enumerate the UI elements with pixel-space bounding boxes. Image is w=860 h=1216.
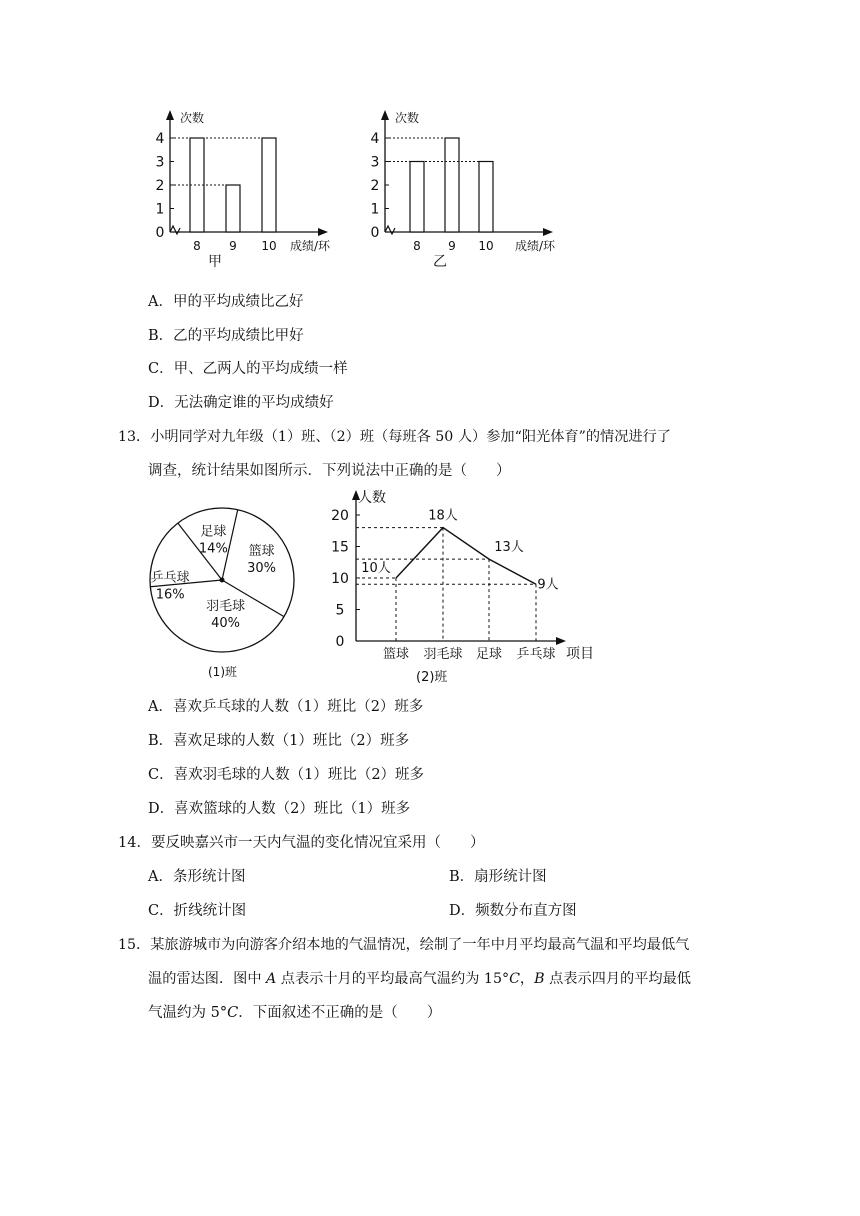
q13-option-b: B．喜欢足球的人数（1）班比（2）班多 — [148, 733, 410, 749]
y-tick-label: 4 — [155, 131, 165, 147]
point-b-label: B — [534, 971, 545, 987]
q15-line2-part-a: 温的雷达图．图中 — [148, 971, 267, 987]
x-axis-label: 成绩/环 — [515, 239, 556, 253]
axis-break — [385, 226, 395, 234]
bar — [190, 138, 204, 232]
x-tick-label: 8 — [413, 239, 421, 253]
pie-slice-pct: 14% — [198, 541, 228, 557]
q14-option-b: B．扇形统计图 — [449, 869, 547, 885]
bar — [262, 138, 276, 232]
y-tick-label: 0 — [335, 634, 345, 650]
q15-line2-part-c: ， — [519, 971, 535, 987]
q12-option-d: D．无法确定谁的平均成绩好 — [148, 395, 334, 411]
x-tick-label: 10 — [261, 239, 277, 253]
x-tick-label: 8 — [193, 239, 201, 253]
q15-stem-line2 — [148, 969, 691, 989]
point-a-label: A — [266, 971, 277, 987]
pie-slice-pct: 16% — [155, 587, 185, 603]
celsius-c: C — [227, 1005, 239, 1021]
pie-center-dot — [220, 578, 225, 583]
pie-slice-pct: 40% — [211, 616, 241, 632]
q15-stem-line1: 15．某旅游城市为向游客介绍本地的气温情况，绘制了一年中月平均最高气温和平均最低气 — [118, 937, 690, 953]
axis-break — [170, 226, 180, 234]
point-label: 9人 — [537, 577, 559, 593]
point-label: 10人 — [361, 561, 391, 576]
bar — [226, 185, 240, 232]
q15-line3-part-a: 气温约为 5° — [148, 1005, 228, 1021]
y-tick-label: 0 — [155, 225, 165, 241]
x-tick-label: 9 — [229, 239, 237, 253]
point-label: 13人 — [494, 540, 524, 556]
q12-option-c: C．甲、乙两人的平均成绩一样 — [148, 361, 348, 377]
bar-chart-yi-svg — [355, 108, 575, 278]
q12-option-b: B．乙的平均成绩比甲好 — [148, 328, 304, 344]
x-tick-label: 篮球 — [382, 647, 410, 662]
y-tick-label: 5 — [335, 602, 345, 619]
pie-chart-class1 — [140, 496, 305, 688]
y-tick-label: 15 — [331, 539, 349, 556]
y-axis-arrow — [166, 110, 174, 120]
q13-stem-line1: 13．小明同学对九年级（1）班、（2）班（每班各 50 人）参加“阳光体育”的情况进行了 — [118, 429, 671, 445]
y-axis-label: 次数 — [395, 111, 420, 125]
y-tick-label: 3 — [155, 154, 165, 171]
y-axis-label: 次数 — [180, 111, 205, 125]
x-axis-arrow — [543, 228, 553, 236]
y-axis-arrow — [381, 110, 389, 120]
y-tick-label: 0 — [370, 225, 380, 241]
point-label: 18人 — [428, 508, 458, 524]
pie-slice-name: 羽毛球 — [206, 599, 246, 615]
chart-caption: 甲 — [208, 254, 222, 270]
x-tick-label: 10 — [478, 239, 494, 253]
q15-line2-part-b: 点表示十月的平均最高气温约为 15° — [276, 971, 510, 987]
x-tick-label: 乒乓球 — [516, 647, 556, 662]
bar-chart-jia — [140, 108, 350, 278]
series-line — [396, 528, 536, 585]
pie-slice-name: 乒乓球 — [150, 570, 190, 586]
q14-stem: 14．要反映嘉兴市一天内气温的变化情况宜采用（ ） — [118, 835, 485, 851]
y-tick-label: 20 — [331, 508, 349, 524]
y-tick-label: 10 — [331, 571, 349, 587]
celsius-c: C — [509, 971, 520, 987]
y-axis-label: 人数 — [358, 490, 386, 506]
y-tick-label: 2 — [155, 178, 165, 194]
q14-option-c: C．折线统计图 — [148, 903, 247, 919]
q15-line2-part-d: 点表示四月的平均最低 — [544, 971, 691, 987]
chart-caption: 乙 — [433, 254, 447, 270]
line-chart-class2 — [318, 486, 608, 686]
q13-stem-line2: 调查，统计结果如图所示．下列说法中正确的是（ ） — [148, 463, 511, 479]
x-axis-label: 成绩/环 — [290, 239, 331, 253]
pie-slice-name: 篮球 — [248, 543, 275, 559]
x-tick-label: 9 — [448, 239, 456, 253]
q13-option-d: D．喜欢篮球的人数（2）班比（1）班多 — [148, 801, 411, 817]
line-caption: (2)班 — [416, 670, 448, 685]
bar — [445, 138, 459, 232]
bar — [479, 162, 493, 233]
x-tick-label: 羽毛球 — [423, 647, 463, 662]
q14-option-d: D．频数分布直方图 — [449, 903, 577, 919]
y-tick-label: 1 — [370, 201, 380, 218]
pie-caption: (1)班 — [208, 665, 237, 679]
q12-option-a: A．甲的平均成绩比乙好 — [148, 294, 304, 310]
q15-stem-line3 — [148, 1003, 441, 1023]
y-tick-label: 3 — [370, 154, 380, 171]
y-tick-label: 1 — [155, 201, 165, 218]
q13-option-a: A．喜欢乒乓球的人数（1）班比（2）班多 — [148, 699, 424, 715]
bar-chart-jia-svg — [140, 108, 350, 278]
x-axis-arrow — [318, 228, 328, 236]
pie-slice-name: 足球 — [200, 524, 227, 540]
y-tick-label: 4 — [370, 131, 380, 147]
x-axis-label: 项目 — [566, 646, 594, 662]
q13-option-c: C．喜欢羽毛球的人数（1）班比（2）班多 — [148, 767, 425, 783]
y-tick-label: 2 — [370, 178, 380, 194]
pie-slice-pct: 30% — [247, 560, 277, 576]
bar-chart-yi — [355, 108, 575, 278]
x-axis-arrow — [556, 637, 566, 645]
q15-line3-part-b: ．下面叙述不正确的是（ ） — [238, 1005, 442, 1021]
x-tick-label: 足球 — [475, 647, 503, 662]
bar — [410, 162, 424, 233]
q14-option-a: A．条形统计图 — [148, 869, 246, 885]
